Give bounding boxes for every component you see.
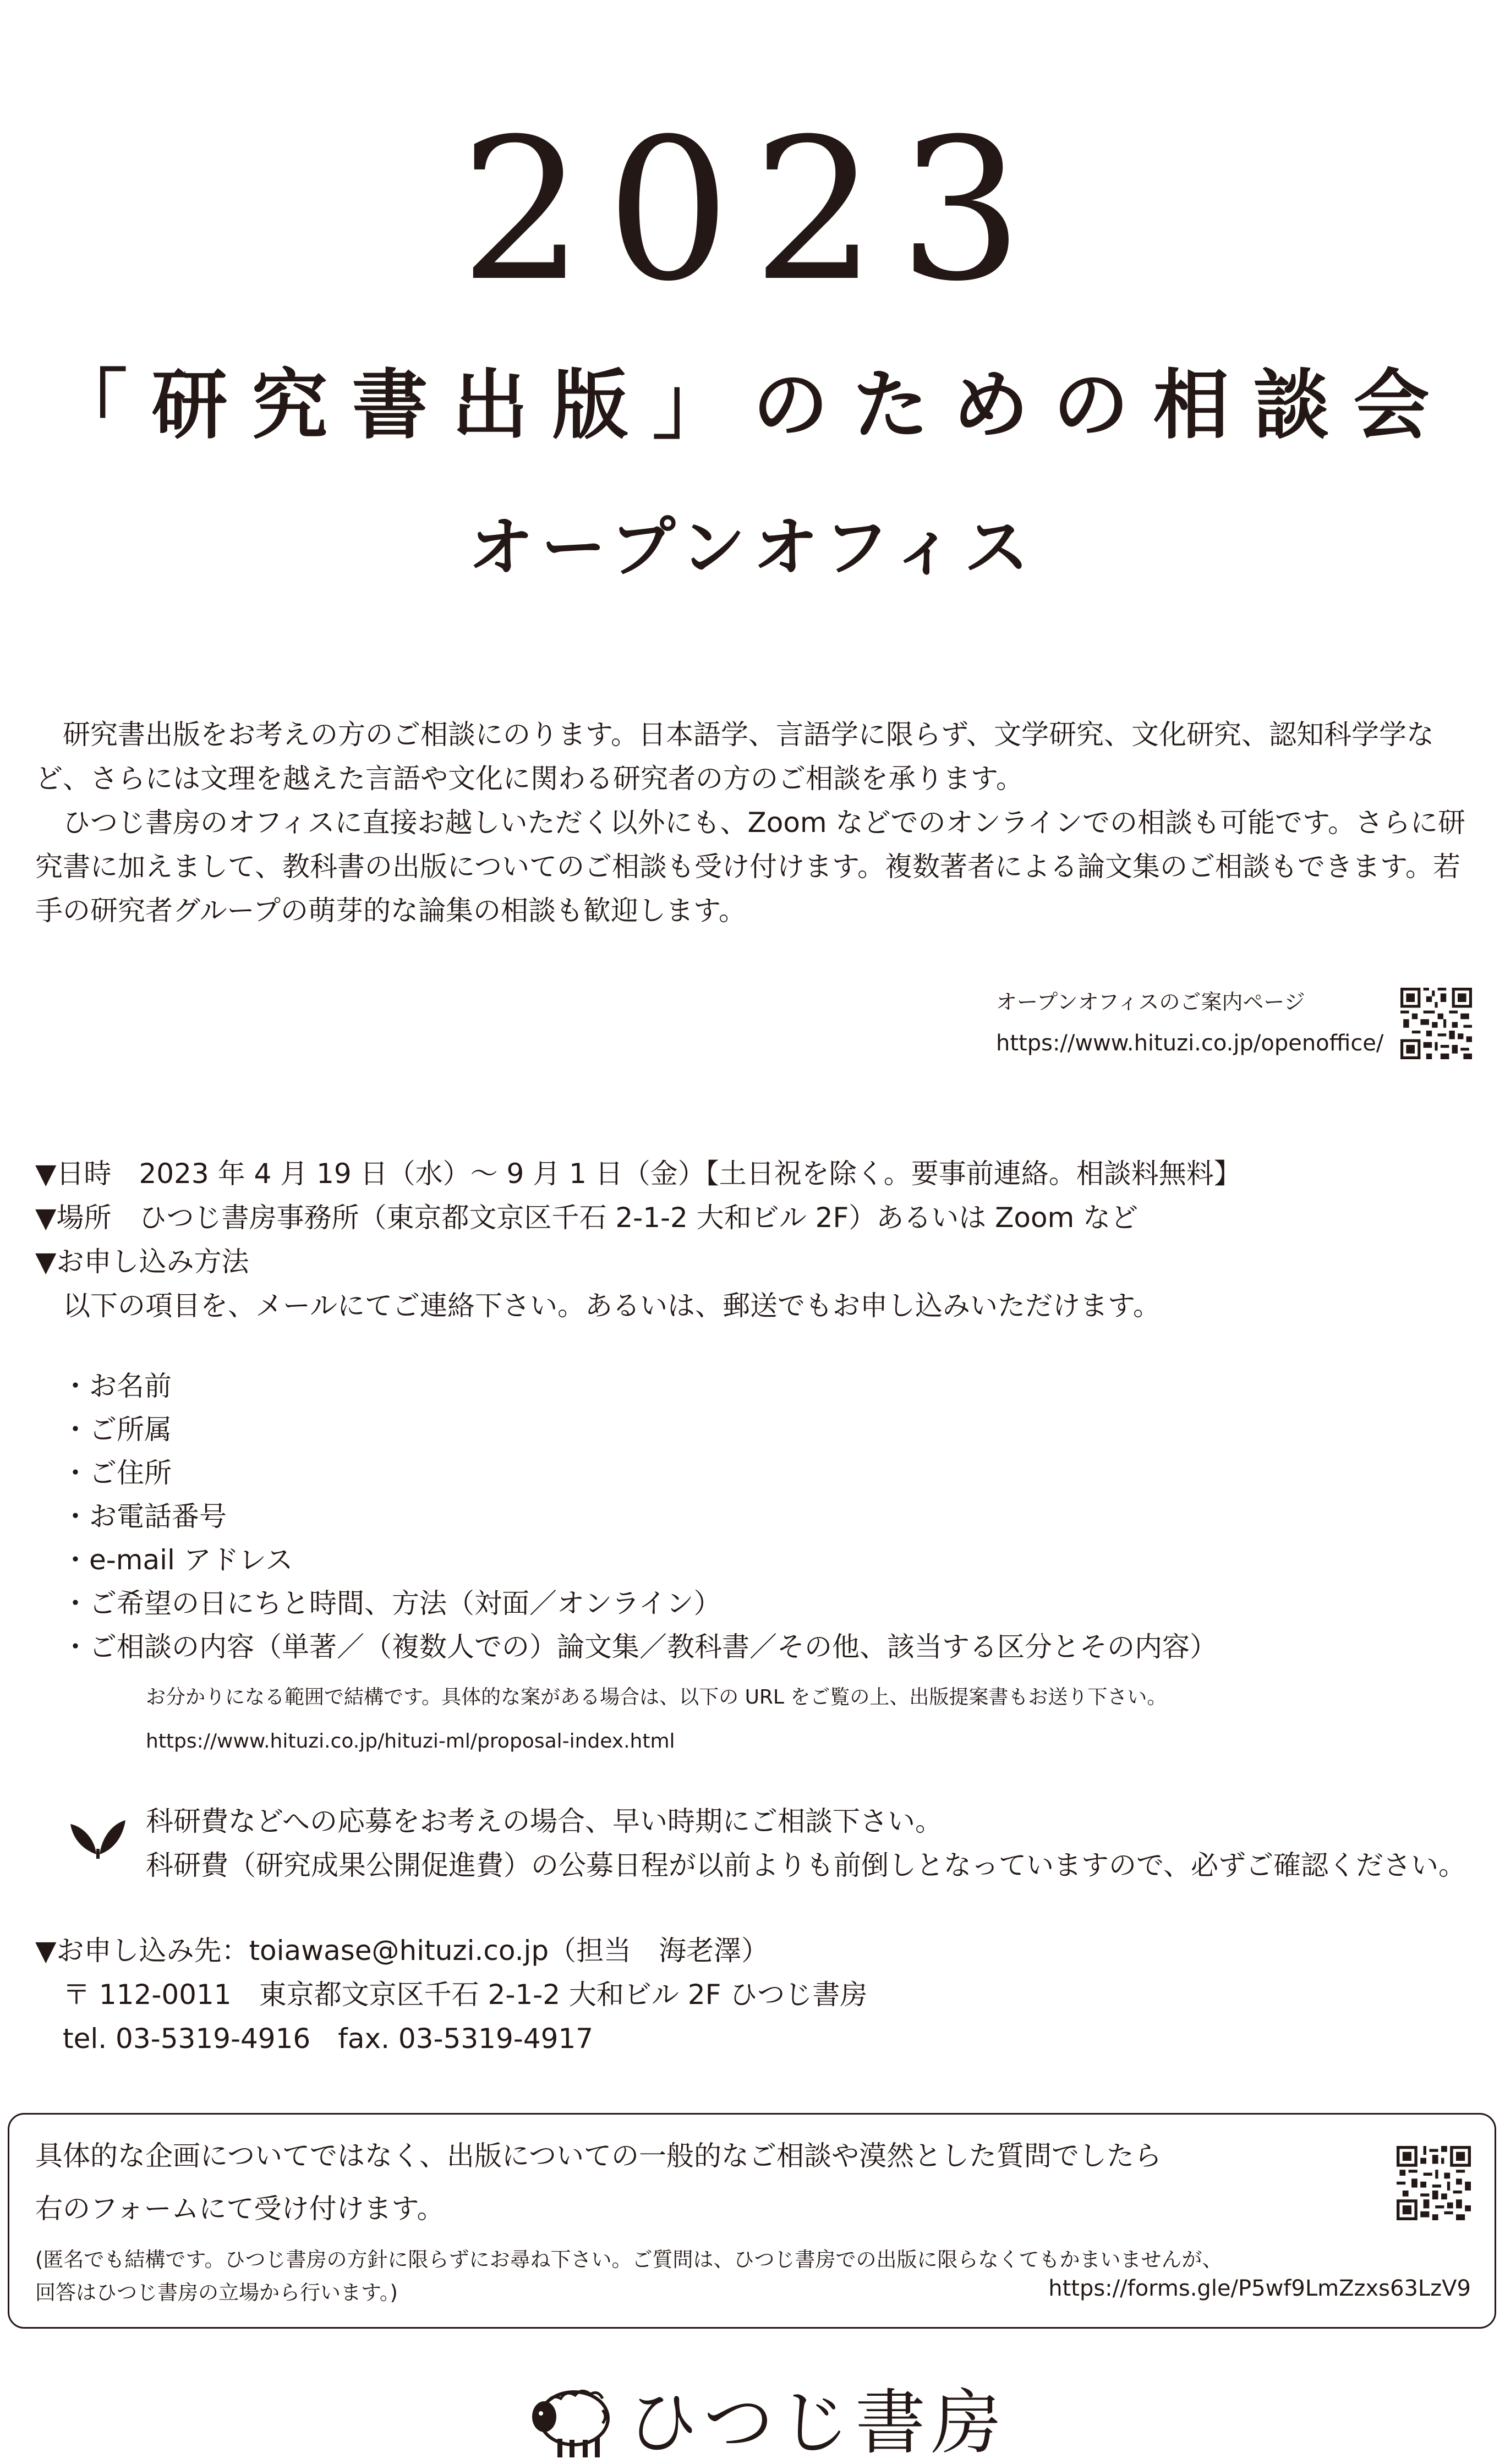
page-title: 「研究書出版」のための相談会 (51, 360, 1454, 450)
qr-code-icon[interactable] (1397, 2146, 1471, 2220)
list-item: ・ご希望の日にちと時間、方法（対面／オンライン） (62, 1587, 721, 1619)
apply-text: 以下の項目を、メールにてご連絡下さい。あるいは、郵送でもお申し込みいただけます。 (63, 1290, 1161, 1322)
guide-page-url[interactable]: https://www.hituzi.co.jp/openoffice/ (996, 1031, 1384, 1056)
apply-heading: ▼お申し込み方法 (35, 1246, 249, 1278)
form-box-line: 右のフォームにて受け付けます。 (35, 2193, 445, 2225)
list-item: ・ご相談の内容（単著／（複数人での）論文集／教科書／その他、該当する区分とその内容） (62, 1631, 1217, 1663)
leaf-icon (68, 1810, 128, 1862)
kakenhi-line: 科研費などへの応募をお考えの場合、早い時期にご相談下さい。 (146, 1805, 943, 1837)
form-url[interactable]: https://forms.gle/P5wf9LmZzxs63LzV9 (1048, 2276, 1471, 2301)
qr-code-icon[interactable] (1400, 988, 1472, 1059)
details-section (35, 1152, 1471, 1328)
list-item: ・ご所属 (62, 1414, 172, 1445)
list-item: ・お名前 (62, 1370, 172, 1402)
list-item: ・お電話番号 (62, 1501, 227, 1532)
brand-name: ひつじ書房 (627, 2382, 1008, 2464)
form-box-note: (匿名でも結構です。ひつじ書房の方針に限らずにお尋ね下さい。ご質問は、ひつじ書房での出版に限らなくてもかまいませんが、 (35, 2248, 1223, 2271)
list-item: ・e-mail アドレス (62, 1544, 293, 1576)
form-box-line: 具体的な企画についてではなく、出版についての一般的なご相談や漠然とした質問でしたら (35, 2140, 1162, 2172)
kakenhi-note (146, 1799, 1466, 1887)
kakenhi-line: 科研費（研究成果公開促進費）の公募日程が以前よりも前倒しとなっていますので、必ずご確認ください。 (146, 1849, 1466, 1881)
intro-section (35, 713, 1471, 933)
list-item: ・ご住所 (62, 1457, 172, 1489)
proposal-note (146, 1675, 1167, 1764)
intro-paragraph: ひつじ書房のオフィスに直接お越しいただく以外にも、Zoom などでのオンラインでの相談も可能です。さらに研究書に加えまして、教科書の出版についてのご相談も受け付けます。複数著者による論文集のご相談もできます。若手の研究者グループの萌芽的な論集の相談も歓迎します。 (35, 807, 1466, 927)
required-items-list (62, 1365, 1217, 1669)
proposal-url[interactable]: https://www.hituzi.co.jp/hituzi-ml/proposal-index.html (146, 1730, 675, 1753)
date-line: ▼日時 2023 年 4 月 19 日（水）～ 9 月 1 日（金）【土日祝を除く。要事前連絡。相談料無料】 (35, 1158, 1241, 1190)
page-subtitle: オープンオフィス (468, 509, 1037, 585)
sheep-logo-icon (526, 2377, 614, 2462)
form-box-note: 回答はひつじ書房の立場から行います。) (35, 2281, 398, 2304)
year-heading: 2023 (459, 96, 1046, 324)
contact-email-line[interactable]: ▼お申し込み先：toiawase@hituzi.co.jp（担当 海老澤） (35, 1935, 769, 1967)
contact-address: 〒 112-0011 東京都文京区千石 2-1-2 大和ビル 2F ひつじ書房 (63, 1979, 868, 2011)
contact-phone: tel. 03-5319-4916 fax. 03-5319-4917 (63, 2023, 594, 2055)
proposal-note-text: お分かりになる範囲で結構です。具体的な案がある場合は、以下の URL をご覧の上、出版提案書もお送り下さい。 (146, 1686, 1167, 1709)
contact-section (35, 1929, 867, 2061)
guide-page-label: オープンオフィスのご案内ページ (996, 990, 1305, 1014)
intro-paragraph: 研究書出版をお考えの方のご相談にのります。日本語学、言語学に限らず、文学研究、文化研究、認知科学学など、さらには文理を越えた言語や文化に関わる研究者の方のご相談を承ります。 (35, 719, 1434, 795)
place-line: ▼場所 ひつじ書房事務所（東京都文京区千石 2-1-2 大和ビル 2F）あるいは Zoom など (35, 1202, 1139, 1234)
